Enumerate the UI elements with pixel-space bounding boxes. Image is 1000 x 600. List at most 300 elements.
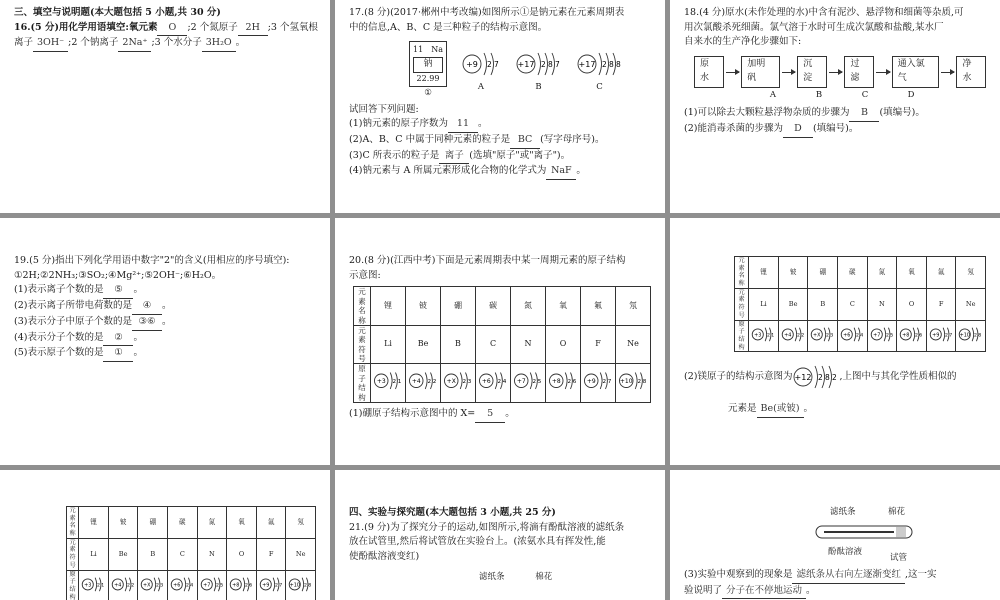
q21-text: 验说明了: [684, 584, 723, 596]
shell-electron-count: 1: [771, 333, 775, 339]
table-cell: Be: [108, 538, 138, 570]
atom-structure: [443, 368, 473, 394]
shell-electron-count: 2: [462, 379, 467, 386]
flow-step: 沉淀: [797, 56, 827, 88]
shell-electron-count: 3: [830, 333, 834, 339]
q21-sub3-cont: [684, 584, 986, 600]
periodic-table: [66, 506, 316, 600]
nuclear-charge: +9: [466, 60, 478, 70]
table-cell: [108, 570, 138, 600]
atom-structure-a: [461, 47, 501, 81]
flow-step: 原水: [694, 56, 724, 88]
q19-text: (5)表示原子个数的是: [14, 347, 104, 359]
answer-blank: ⑤: [103, 283, 133, 299]
q16-text: 。: [235, 37, 246, 49]
section-heading: 三、填空与说明题(本大题包括 5 小题,共 30 分): [14, 7, 221, 18]
table-cell: 氟: [581, 287, 616, 326]
q17-text: 。: [576, 165, 586, 177]
table-cell: [476, 364, 511, 403]
table-cell: [581, 364, 616, 403]
nuclear-charge: +9: [586, 378, 596, 386]
atomic-mass: 22.99: [416, 73, 440, 83]
step-label: B: [815, 90, 823, 101]
table-cell: 氖: [286, 507, 316, 539]
phenolphthalein-label: 酚酞溶液: [828, 547, 863, 557]
q19-text: (1)表示离子个数的是: [14, 284, 104, 296]
q21-line2: 放在试管里,然后将试管放在实验台上。(浓氨水具有挥发性,能: [349, 536, 606, 548]
q17-text: (写字母序号)。: [540, 134, 605, 146]
answer-blank: ②: [103, 331, 133, 347]
q20-sub2-cont: [684, 402, 986, 418]
table-cell: [867, 320, 897, 352]
answer-blank: 5: [475, 407, 505, 423]
q16-line2: [14, 36, 316, 52]
nuclear-charge: +8: [902, 332, 910, 339]
table-cell: 硼: [441, 287, 476, 326]
q19-text: 。: [133, 284, 143, 296]
table-row: [67, 570, 316, 600]
shell-electron-count: 2: [541, 60, 546, 70]
shell-electron-count: 2: [818, 373, 824, 383]
panel-q20: [335, 218, 665, 465]
shell-electron-count: 2: [567, 379, 572, 386]
atom-structure: [513, 368, 543, 394]
q21-line3: 使酚酞溶液变红): [349, 551, 420, 563]
shell-electron-count: 2: [427, 379, 432, 386]
q21-sub3: [684, 568, 986, 584]
shell-electron-count: 8: [978, 333, 982, 339]
shell-electron-count: 2: [974, 333, 978, 339]
row-header: 原子结构: [354, 364, 371, 403]
arrow-icon: [829, 72, 843, 73]
answer-blank: 滤纸条从右向左逐渐变红: [792, 568, 905, 584]
table-cell: 铍: [108, 507, 138, 539]
shell-electron-count: 2: [392, 379, 397, 386]
nuclear-charge: +17: [578, 60, 596, 70]
atom-diagram-c: [576, 47, 623, 94]
shell-electron-count: 8: [642, 379, 647, 386]
shell-electron-count: 5: [537, 379, 542, 386]
table-cell: [371, 364, 406, 403]
q21-text: (3)实验中观察到的现象是: [684, 569, 793, 580]
shell-electron-count: 2: [487, 60, 492, 70]
shell-electron-count: 7: [607, 379, 612, 386]
q17-line1: 17.(8 分)(2017·郴州中考改编)如图所示①是钠元素在元素周期表: [349, 7, 625, 18]
q19-line1: 19.(5 分)指出下列化学用语中数字"2"的含义(用相应的序号填空):: [14, 255, 290, 266]
table-cell: N: [197, 538, 227, 570]
nuclear-charge: +8: [551, 378, 561, 386]
table-cell: Li: [79, 538, 109, 570]
table-cell: Be: [778, 288, 808, 320]
q16-text: ;3 个氢氧根: [267, 21, 318, 33]
q20-text: ,上图中与其化学性质相似的: [839, 370, 957, 382]
atom-structure: [870, 324, 895, 345]
shell-electron-count: 6: [249, 583, 253, 589]
q18-line3: 自来水的生产净化步骤如下:: [684, 36, 802, 48]
shell-electron-count: 2: [944, 333, 948, 339]
table-cell: 氟: [926, 257, 956, 289]
q17-sub4: [349, 164, 651, 180]
q16-text: 16.(5 分)用化学用语填空:氧元素: [14, 21, 158, 33]
table-cell: F: [581, 325, 616, 364]
q19-sub2: [14, 299, 316, 315]
strip-label: 滤纸条: [479, 571, 505, 582]
atomic-number: 11: [413, 45, 424, 55]
row-header: 元素名称: [354, 287, 371, 326]
nuclear-charge: +4: [411, 378, 421, 386]
table-cell: [406, 364, 441, 403]
strip-label: 滤纸条: [830, 507, 856, 517]
nuclear-charge: +6: [843, 332, 851, 339]
answer-blank: 2Na⁺: [118, 36, 151, 52]
table-cell: [616, 364, 651, 403]
table-cell: C: [838, 288, 868, 320]
table-row: [735, 320, 986, 352]
shell-electron-count: 2: [602, 379, 607, 386]
nuclear-charge: +10: [619, 378, 633, 386]
nuclear-charge: +4: [783, 332, 792, 339]
atom-structure: [259, 574, 284, 595]
table-cell: 氮: [867, 257, 897, 289]
atom-structure: [200, 574, 225, 595]
q21-text: 。: [806, 584, 816, 596]
q17-text: (3)C 所表示的粒子是: [349, 149, 440, 161]
q17-figure: [409, 41, 651, 100]
atom-structure: [408, 368, 438, 394]
answer-blank: Be(或铍): [757, 402, 804, 418]
table-cell: [79, 570, 109, 600]
shell-electron-count: 4: [190, 583, 194, 589]
q17-intro: 试回答下列问题:: [349, 103, 419, 115]
q17-text: (选填"原子"或"离子")。: [469, 149, 571, 161]
nuclear-charge: +9: [931, 332, 940, 339]
q17-text: 。: [477, 118, 488, 130]
shell-electron-count: 2: [915, 333, 919, 339]
table-cell: [168, 570, 198, 600]
arrow-icon: [876, 72, 890, 73]
atom-structure: [958, 324, 983, 345]
shell-electron-count: 8: [825, 373, 831, 383]
shell-electron-count: 7: [555, 60, 560, 70]
table-cell: 锂: [371, 287, 406, 326]
table-cell: 氧: [227, 507, 257, 539]
nuclear-charge: +6: [173, 582, 181, 589]
row-header: 元素符号: [67, 538, 79, 570]
element-name: 钠: [413, 57, 443, 73]
table-row: [67, 507, 316, 539]
q18-text: (填编号)。: [879, 107, 925, 119]
atom-structure: [929, 324, 954, 345]
element-symbol: Na: [431, 45, 443, 55]
shell-electron-count: 3: [160, 583, 164, 589]
nuclear-charge: +9: [261, 582, 270, 589]
atom-structure: [373, 368, 403, 394]
flow-step: 加明矾: [741, 56, 779, 88]
table-cell: [286, 570, 316, 600]
answer-blank: 分子在不停地运动: [722, 584, 806, 600]
q18-sub1: [684, 106, 986, 122]
panel-q21-cont: [670, 470, 1000, 600]
shell-electron-count: 8: [548, 60, 553, 70]
magnesium-atom-structure: [792, 360, 839, 394]
answer-blank: 3OH⁻: [33, 36, 68, 52]
table-cell: O: [897, 288, 927, 320]
q16-text: ;2 个钠离子: [68, 37, 119, 49]
shell-electron-count: 3: [467, 379, 472, 386]
atom-structure: [81, 574, 106, 595]
cotton-plug: [896, 527, 906, 537]
q20-text: 。: [803, 403, 814, 415]
q19-text: 。: [133, 331, 143, 343]
shell-electron-count: 1: [397, 379, 402, 386]
row-header: 原子结构: [67, 570, 79, 600]
atom-structure: [111, 574, 136, 595]
nuclear-charge: +3: [376, 378, 386, 386]
table-cell: F: [256, 538, 286, 570]
step-label: A: [769, 90, 777, 101]
tube-label: 试管: [890, 553, 908, 563]
table-cell: C: [168, 538, 198, 570]
arrow-icon: [941, 72, 955, 73]
shell-electron-count: 2: [826, 333, 830, 339]
shell-electron-count: 8: [609, 60, 614, 70]
nuclear-charge: +X: [143, 582, 151, 589]
table-cell: Li: [749, 288, 779, 320]
q20-text: (1)硼原子结构示意图中的 X=: [349, 407, 476, 419]
arrow-icon: [782, 72, 796, 73]
table-cell: 碳: [838, 257, 868, 289]
shell-electron-count: 2: [131, 583, 135, 589]
q17-line2: 中的信息,A、B、C 是三种粒子的结构示意图。: [349, 21, 548, 33]
table-cell: 硼: [138, 507, 168, 539]
table-cell: 氧: [897, 257, 927, 289]
table-cell: B: [808, 288, 838, 320]
atom-structure: [810, 324, 835, 345]
table-cell: [749, 320, 779, 352]
shell-electron-count: 2: [796, 333, 800, 339]
table-cell: O: [227, 538, 257, 570]
row-header: 元素符号: [354, 325, 371, 364]
nuclear-charge: +4: [113, 582, 122, 589]
cotton-label: 棉花: [535, 571, 553, 582]
q20-sub2: [684, 360, 986, 394]
shell-electron-count: 7: [279, 583, 283, 589]
nuclear-charge: +6: [481, 378, 491, 386]
nuclear-charge: +3: [754, 332, 762, 339]
shell-electron-count: 2: [274, 583, 278, 589]
table-cell: [897, 320, 927, 352]
arrow-icon: [726, 72, 740, 73]
table-cell: [926, 320, 956, 352]
atom-structure: [840, 324, 865, 345]
table-cell: Ne: [286, 538, 316, 570]
atom-structure-b: [515, 47, 562, 81]
nuclear-charge: +3: [84, 582, 92, 589]
figure-label: ①: [424, 88, 432, 99]
table-row: [735, 288, 986, 320]
answer-blank: B: [849, 106, 879, 122]
table-cell: [227, 570, 257, 600]
nuclear-charge: +7: [516, 378, 526, 386]
shell-electron-count: 5: [219, 583, 223, 589]
shell-electron-count: 2: [832, 373, 838, 383]
atom-structure: [583, 368, 613, 394]
nuclear-charge: +10: [959, 332, 971, 339]
table-row: [354, 325, 651, 364]
step-label: D: [907, 90, 915, 101]
q16-text: ;2 个氮原子: [187, 21, 238, 33]
table-cell: 氮: [197, 507, 227, 539]
q17-sub1: [349, 117, 651, 133]
flow-step: 过滤: [844, 56, 874, 88]
table-cell: 氟: [256, 507, 286, 539]
answer-blank: 3H₂O: [202, 36, 236, 52]
shell-electron-count: 2: [156, 583, 160, 589]
purification-flow: [694, 56, 986, 88]
nuclear-charge: +8: [232, 582, 240, 589]
shell-electron-count: 5: [889, 333, 893, 339]
answer-blank: ④: [132, 299, 162, 315]
table-cell: [956, 320, 986, 352]
q19-sub3: [14, 315, 316, 331]
answer-blank: ③⑥: [132, 315, 162, 331]
q19-text: 。: [133, 347, 143, 359]
table-cell: C: [476, 325, 511, 364]
shell-electron-count: 6: [572, 379, 577, 386]
q19-line2: ①2H;②2NH₃;③SO₂;④Mg²⁺;⑤2OH⁻;⑥H₂O。: [14, 269, 222, 281]
answer-blank: NaF: [546, 164, 576, 180]
shell-electron-count: 2: [432, 379, 437, 386]
table-cell: Be: [406, 325, 441, 364]
element-tile: [409, 41, 447, 87]
q21-text: ,这一实: [904, 569, 937, 580]
table-cell: F: [926, 288, 956, 320]
q18-text: (2)能消毒杀菌的步骤为: [684, 122, 783, 134]
table-cell: B: [441, 325, 476, 364]
atom-structure: [751, 324, 776, 345]
q21-figure-labels: [479, 571, 651, 584]
panel-periodic-repeat: [0, 470, 330, 600]
nuclear-charge: +7: [202, 582, 211, 589]
atom-structure: [140, 574, 165, 595]
table-cell: 硼: [808, 257, 838, 289]
table-cell: N: [867, 288, 897, 320]
table-cell: Li: [371, 325, 406, 364]
atom-structure-c: [576, 47, 623, 81]
shell-electron-count: 2: [97, 583, 101, 589]
table-cell: [778, 320, 808, 352]
q19-text: 。: [161, 315, 172, 327]
q16-text: ;3 个水分子: [151, 37, 202, 49]
table-row: [67, 538, 316, 570]
shell-electron-count: 2: [245, 583, 249, 589]
panel-q18: [670, 0, 1000, 213]
q18-line2: 用次氯酸杀死细菌。氯气溶于水时可生成次氯酸和盐酸,某水厂: [684, 21, 944, 33]
shell-electron-count: 8: [616, 60, 621, 70]
table-cell: [511, 364, 546, 403]
table-cell: B: [138, 538, 168, 570]
shell-electron-count: 4: [502, 379, 507, 386]
table-cell: [197, 570, 227, 600]
answer-blank: BC: [510, 133, 540, 149]
shell-electron-count: 7: [949, 333, 953, 339]
atom-structure: [229, 574, 254, 595]
atom-structure: [781, 324, 806, 345]
atom-structure: [170, 574, 195, 595]
figure-label: A: [477, 82, 485, 93]
q18-text: (1)可以除去大颗粒悬浮物杂质的步骤为: [684, 107, 850, 119]
table-cell: O: [546, 325, 581, 364]
table-cell: 碳: [168, 507, 198, 539]
shell-electron-count: 2: [801, 333, 805, 339]
nuclear-charge: +X: [813, 332, 821, 339]
table-cell: 铍: [778, 257, 808, 289]
nuclear-charge: +12: [795, 373, 812, 383]
shell-electron-count: 2: [215, 583, 219, 589]
answer-blank: O: [157, 21, 187, 37]
table-cell: [546, 364, 581, 403]
cotton-label: 棉花: [888, 507, 906, 517]
shell-electron-count: 2: [767, 333, 771, 339]
shell-electron-count: 2: [856, 333, 859, 339]
panel-q17: [335, 0, 665, 213]
q19-text: (3)表示分子中原子个数的是: [14, 315, 132, 327]
row-header: 元素符号: [735, 288, 749, 320]
periodic-table: [353, 286, 651, 403]
q19-sub5: [14, 346, 316, 362]
table-cell: [808, 320, 838, 352]
shell-electron-count: 2: [602, 60, 607, 70]
q17-text: (1)钠元素的原子序数为: [349, 118, 448, 130]
panel-q20-cont: [670, 218, 1000, 465]
table-cell: 铍: [406, 287, 441, 326]
table-row: [354, 364, 651, 403]
shell-electron-count: 2: [186, 583, 189, 589]
flow-step: 通入氯气: [892, 56, 939, 88]
shell-electron-count: 2: [885, 333, 889, 339]
atom-structure: [548, 368, 578, 394]
q20-sub1: [349, 407, 651, 423]
atom-diagram-a: [461, 47, 501, 94]
section-heading: 四、实验与探究题(本大题包括 3 小题,共 25 分): [349, 507, 556, 518]
shell-electron-count: 8: [308, 583, 312, 589]
shell-electron-count: 4: [860, 333, 864, 339]
nuclear-charge: +7: [872, 332, 881, 339]
q16-line1: [14, 21, 316, 37]
table-row: [354, 287, 651, 326]
answer-blank: 2H: [238, 21, 268, 37]
table-cell: 锂: [79, 507, 109, 539]
shell-electron-count: 2: [532, 379, 537, 386]
nuclear-charge: +17: [517, 60, 535, 70]
shell-electron-count: 2: [304, 583, 308, 589]
atom-diagram-b: [515, 47, 562, 94]
q20-text: 元素是: [728, 403, 757, 415]
table-cell: 碳: [476, 287, 511, 326]
q19-sub1: [14, 283, 316, 299]
q20-line1: 20.(8 分)(江西中考)下面是元素周期表中某一周期元素的原子结构: [349, 255, 626, 266]
q20-line2: 示意图:: [349, 269, 381, 281]
row-header: 元素名称: [735, 257, 749, 289]
table-cell: 氮: [511, 287, 546, 326]
shell-electron-count: 1: [101, 583, 105, 589]
table-cell: N: [511, 325, 546, 364]
shell-electron-count: 2: [497, 379, 502, 386]
answer-blank: ①: [103, 346, 133, 362]
row-header: 元素名称: [67, 507, 79, 539]
shell-electron-count: 6: [919, 333, 923, 339]
q19-sub4: [14, 331, 316, 347]
